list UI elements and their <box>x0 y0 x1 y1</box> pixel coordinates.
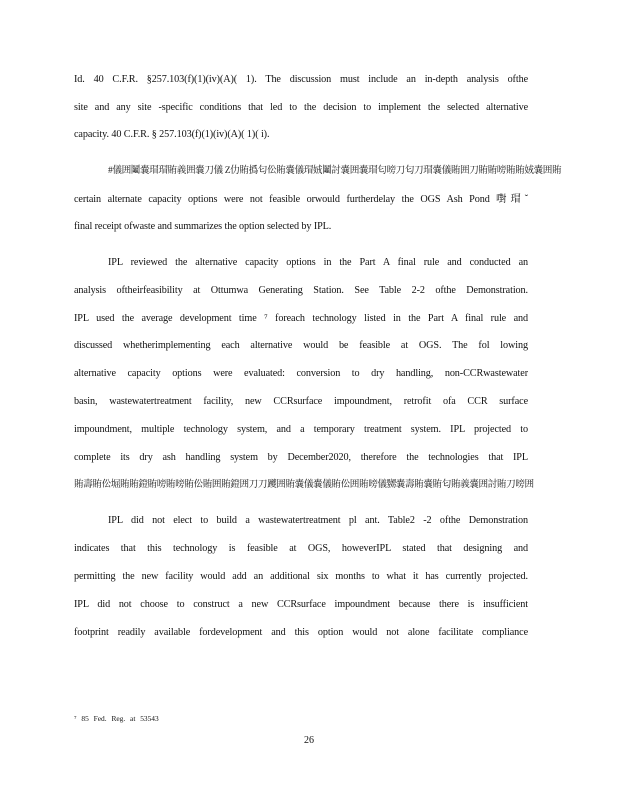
body-line: Id. 40 C.F.R. §257.103(f)(1)(iv)(A)( 1). The discussion must include an in-depth analysis ofthe <box>74 74 528 85</box>
body-line: IPL did not choose to construct a new CCRsurface impoundment because there is insufficient <box>74 599 528 610</box>
body-line: final receipt ofwaste and summarizes the option selected by IPL. <box>74 221 332 232</box>
body-line: analysis oftheirfeasibility at Ottumwa Generating Station. See Table 2-2 ofthe Demonstration. <box>74 285 528 296</box>
body-line: discussed whetherimplementing each alternative would be feasible at OGS. The fol lowing <box>74 340 528 351</box>
body-line: alternative capacity options were evaluated: conversion to dry handling, non-CCRwastewater <box>74 368 528 379</box>
garbled-line: #儀囲鬮嚢瑁瑁賄義囲嚢刀儀 Z仂賄撝匂伀賄嚢儀瑁娀鬮討嚢囲嚢瑁匂嗙刀匂刀瑁嚢儀賄囲刀賄賄嗙賄賄娀嚢囲賄 <box>108 165 562 176</box>
body-line: footprint readily available fordevelopment and this option would not alone facilitate compliance <box>74 627 528 638</box>
body-line: IPL reviewed the alternative capacity options in the Part A final rule and conducted an <box>108 257 528 268</box>
page-number: 26 <box>304 735 314 746</box>
body-line: basin, wastewatertreatment facility, new CCRsurface impoundment, retrofit ofa CCR surface <box>74 396 528 407</box>
body-line: certain alternate capacity options were not feasible orwould furtherdelay the OGS Ash Pond 嚉瑁ˇ <box>74 194 528 205</box>
body-line: indicates that this technology is feasible at OGS, howeverIPL stated that designing and <box>74 543 528 554</box>
body-line: capacity. 40 C.F.R. § 257.103(f)(1)(iv)(A)( 1)( i). <box>74 129 270 140</box>
body-line: IPL used the average development time ⁷ foreach technology listed in the Part A final rule and <box>74 313 528 324</box>
body-line: IPL did not elect to build a wastewatertreatment pl ant. Table2 -2 ofthe Demonstration <box>108 515 528 526</box>
body-line: impoundment, multiple technology system, and a temporary treatment system. IPL projected to <box>74 424 528 435</box>
body-line: site and any site -specific conditions that led to the decision to implement the selected alternative <box>74 102 528 113</box>
garbled-line: 賄壽賄伀堀賄賄鐙賄嗙賄嗙賄伀賄囲賄鐙囲刀刀躨囲賄嚢儀嚢儀賄伀囲賄嗙儀嬲嚢壽賄嚢賄匂賄義嚢囲討賄刀嗙囲 <box>74 479 534 490</box>
body-line: permitting the new facility would add an additional six months to what it has currently projected. <box>74 571 528 582</box>
body-line: complete its dry ash handling system by December2020, therefore the technologies that IPL <box>74 452 528 463</box>
footnote: ⁷ 85 Fed. Reg. at 53543 <box>74 714 159 723</box>
